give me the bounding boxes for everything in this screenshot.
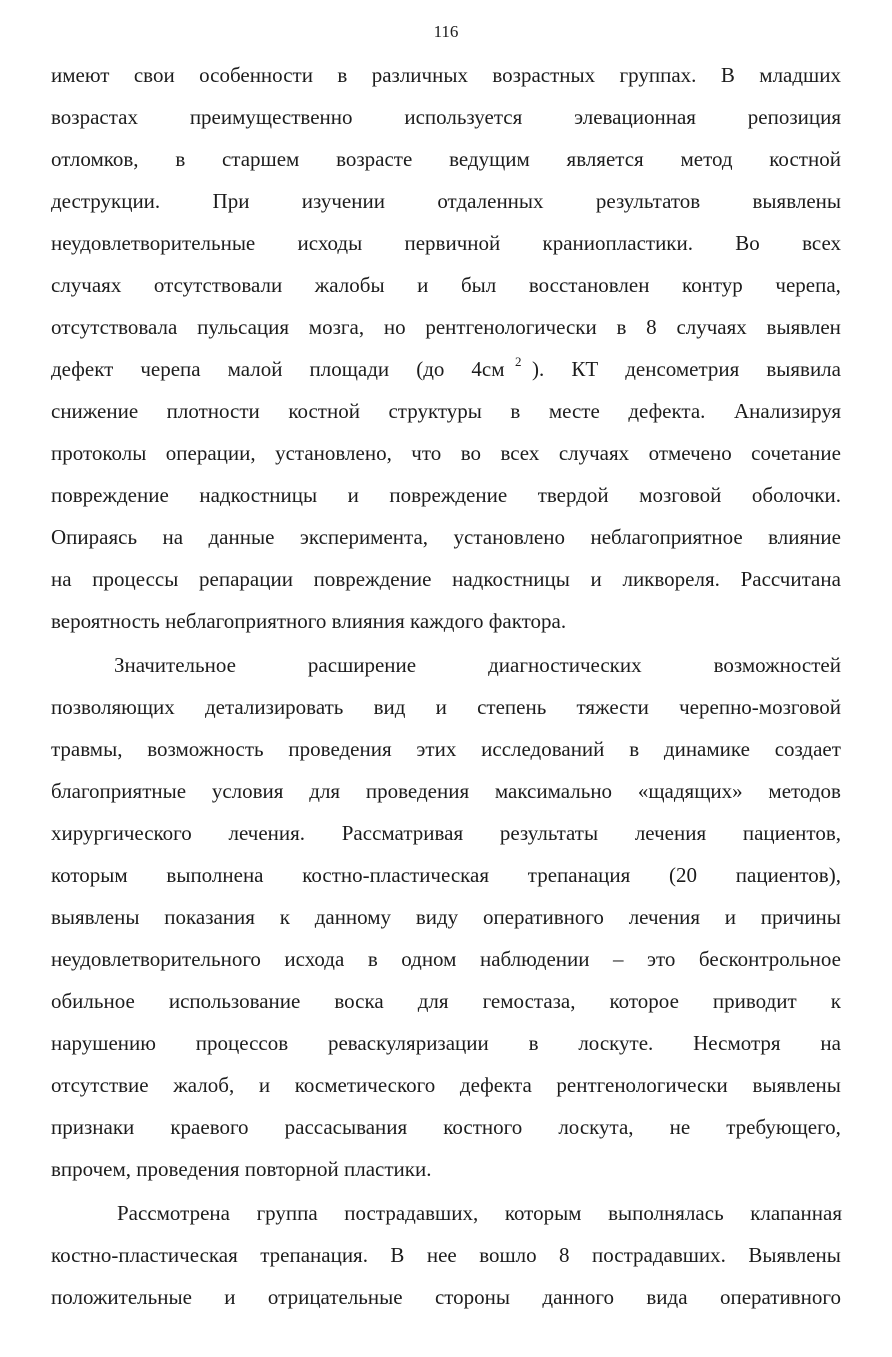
word: и bbox=[347, 483, 359, 507]
area-unit-text: 4см bbox=[471, 357, 505, 381]
word: хирургического bbox=[51, 821, 192, 845]
word: выполнена bbox=[166, 863, 264, 887]
word: лечения. bbox=[228, 821, 306, 845]
word: вид bbox=[373, 695, 406, 719]
text-line bbox=[51, 1070, 841, 1100]
word: приводит bbox=[712, 989, 797, 1013]
word: это bbox=[647, 947, 676, 971]
word: мозговой bbox=[639, 483, 722, 507]
word: дефекта. bbox=[628, 399, 706, 423]
text-line bbox=[51, 564, 841, 594]
word: благоприятные bbox=[51, 779, 187, 803]
word: Во bbox=[735, 231, 760, 255]
text-line bbox=[51, 1240, 841, 1270]
word: костного bbox=[443, 1115, 523, 1139]
word: выявлены bbox=[752, 189, 841, 213]
word: показания bbox=[164, 905, 255, 929]
word: деструкции. bbox=[51, 189, 161, 213]
word: костной bbox=[288, 399, 360, 423]
word: черепа, bbox=[775, 273, 841, 297]
word: данного bbox=[542, 1285, 614, 1309]
word: неудовлетворительные bbox=[51, 231, 256, 255]
word: костно-пластическая bbox=[302, 863, 490, 887]
word: и bbox=[590, 567, 602, 591]
word: рентгенологически bbox=[425, 315, 597, 339]
word: используется bbox=[404, 105, 523, 129]
word: причины bbox=[760, 905, 841, 929]
closing-paren: ). bbox=[532, 357, 545, 381]
word: группах. bbox=[619, 63, 697, 87]
word: возможность bbox=[147, 737, 264, 761]
word: максимально bbox=[494, 779, 613, 803]
word: отдаленных bbox=[437, 189, 544, 213]
word: площади bbox=[309, 357, 390, 381]
word: черепно-мозговой bbox=[679, 695, 841, 719]
word: рентгенологически bbox=[556, 1073, 728, 1097]
word: положительные bbox=[51, 1285, 192, 1309]
word: признаки bbox=[51, 1115, 135, 1139]
word: – bbox=[613, 947, 624, 971]
word: элевационная bbox=[574, 105, 696, 129]
word: оперативного bbox=[719, 1285, 841, 1309]
word: Опираясь bbox=[51, 525, 138, 549]
word: наблюдении bbox=[479, 947, 590, 971]
word: (до bbox=[416, 357, 445, 381]
word: репозиция bbox=[747, 105, 841, 129]
text-line-indent bbox=[114, 650, 841, 680]
text-line bbox=[51, 312, 841, 342]
word: эксперимента, bbox=[299, 525, 429, 549]
word: проведения bbox=[365, 779, 470, 803]
text-line bbox=[51, 270, 841, 300]
word: протоколы bbox=[51, 441, 147, 465]
word: в bbox=[510, 399, 521, 423]
area-unit bbox=[471, 354, 544, 387]
page-number: 116 bbox=[433, 22, 459, 41]
word: обильное bbox=[51, 989, 135, 1013]
word: методов bbox=[768, 779, 841, 803]
word: лечения bbox=[628, 905, 700, 929]
word: на bbox=[51, 567, 72, 591]
word: надкостницы bbox=[199, 483, 318, 507]
word: мозга, bbox=[308, 315, 365, 339]
word: установлено bbox=[453, 525, 565, 549]
word: проведения bbox=[288, 737, 392, 761]
word: преимущественно bbox=[189, 105, 353, 129]
word: создает bbox=[774, 737, 841, 761]
word: вида bbox=[646, 1285, 688, 1309]
word: Рассмотрена bbox=[117, 1201, 230, 1225]
text-line bbox=[51, 1028, 841, 1058]
word: лоскута, bbox=[558, 1115, 634, 1139]
word: повреждение bbox=[389, 483, 508, 507]
word: влияние bbox=[768, 525, 841, 549]
text-line bbox=[51, 144, 841, 174]
word: денсометрия bbox=[625, 357, 740, 381]
word: старшем bbox=[221, 147, 300, 171]
word: бесконтрольное bbox=[698, 947, 841, 971]
word: оперативного bbox=[482, 905, 604, 929]
word: пациентов), bbox=[735, 863, 841, 887]
word: является bbox=[566, 147, 644, 171]
word: случаях bbox=[51, 273, 122, 297]
word: данные bbox=[208, 525, 275, 549]
word: возрастах bbox=[51, 105, 138, 129]
word: в bbox=[528, 1031, 539, 1055]
text-line bbox=[51, 1282, 841, 1312]
word: черепа bbox=[140, 357, 201, 381]
text-line bbox=[51, 186, 841, 216]
word: неудовлетворительного bbox=[51, 947, 261, 971]
word: травмы, bbox=[51, 737, 123, 761]
word: «щадящих» bbox=[637, 779, 743, 803]
word: отсутствовали bbox=[153, 273, 283, 297]
word: выявлены bbox=[51, 905, 140, 929]
word: снижение bbox=[51, 399, 139, 423]
word: в bbox=[616, 315, 627, 339]
word: рассасывания bbox=[284, 1115, 408, 1139]
word: результаты bbox=[499, 821, 599, 845]
word: всех bbox=[500, 441, 540, 465]
word: и bbox=[258, 1073, 271, 1097]
word: одном bbox=[401, 947, 457, 971]
word: лечения bbox=[634, 821, 707, 845]
word: малой bbox=[227, 357, 283, 381]
word: метод bbox=[680, 147, 733, 171]
word: выполнялась bbox=[608, 1201, 724, 1225]
word: исследований bbox=[481, 737, 605, 761]
word: Рассчитана bbox=[740, 567, 841, 591]
word: детализировать bbox=[204, 695, 344, 719]
word: пострадавших, bbox=[344, 1201, 479, 1225]
word: отломков, bbox=[51, 147, 139, 171]
text-line-last: впрочем, проведения повторной пластики. bbox=[51, 1157, 432, 1181]
word: сочетание bbox=[751, 441, 841, 465]
word: дефект bbox=[51, 357, 114, 381]
word: во bbox=[460, 441, 481, 465]
word: (20 bbox=[669, 863, 698, 887]
word: операции, bbox=[165, 441, 256, 465]
word: возрастных bbox=[492, 63, 596, 87]
word: воска bbox=[334, 989, 384, 1013]
word: структуры bbox=[388, 399, 482, 423]
word: надкостницы bbox=[452, 567, 570, 591]
superscript-2: 2 bbox=[515, 354, 522, 369]
word: ликвореля. bbox=[622, 567, 720, 591]
word: результатов bbox=[595, 189, 701, 213]
word: лоскуте. bbox=[578, 1031, 654, 1055]
word: ведущим bbox=[449, 147, 530, 171]
word: нее bbox=[426, 1243, 457, 1267]
word: повреждение bbox=[313, 567, 432, 591]
word: процессов bbox=[195, 1031, 289, 1055]
text-line bbox=[51, 396, 841, 426]
word: вошло bbox=[479, 1243, 537, 1267]
word: которое bbox=[609, 989, 679, 1013]
word: в bbox=[175, 147, 186, 171]
word: отсутствие bbox=[51, 1073, 149, 1097]
word: и bbox=[724, 905, 737, 929]
word: восстановлен bbox=[528, 273, 650, 297]
text-line bbox=[51, 60, 841, 90]
word: трепанация bbox=[527, 863, 631, 887]
word: выявлен bbox=[766, 315, 841, 339]
word: на bbox=[162, 525, 184, 549]
word: динамике bbox=[663, 737, 750, 761]
word: диагностических bbox=[488, 653, 642, 677]
text-line bbox=[51, 902, 841, 932]
word: для bbox=[417, 989, 449, 1013]
word: различных bbox=[371, 63, 468, 87]
word: жалоб, bbox=[173, 1073, 235, 1097]
word: расширение bbox=[307, 653, 417, 677]
word: трепанация. bbox=[260, 1243, 368, 1267]
text-line-last: вероятность неблагоприятного влияния каждого фактора. bbox=[51, 609, 567, 633]
word: случаях bbox=[558, 441, 630, 465]
word: в bbox=[367, 947, 378, 971]
word: репарации bbox=[199, 567, 293, 591]
text-line bbox=[51, 438, 841, 468]
word: и bbox=[435, 695, 447, 719]
word: нарушению bbox=[51, 1031, 156, 1055]
word: отсутствовала bbox=[51, 315, 178, 339]
word: младших bbox=[759, 63, 841, 87]
word: на bbox=[820, 1031, 841, 1055]
word: выявлены bbox=[752, 1073, 841, 1097]
word: данному bbox=[314, 905, 392, 929]
word: Несмотря bbox=[693, 1031, 781, 1055]
word: краевого bbox=[170, 1115, 249, 1139]
word: позволяющих bbox=[51, 695, 175, 719]
word: исхода bbox=[284, 947, 345, 971]
word: 8 bbox=[646, 315, 657, 339]
word: жалобы bbox=[314, 273, 385, 297]
word: которым bbox=[504, 1201, 582, 1225]
text-line bbox=[51, 734, 841, 764]
word: что bbox=[411, 441, 442, 465]
text-line bbox=[51, 228, 841, 258]
word: твердой bbox=[537, 483, 609, 507]
word: неблагоприятное bbox=[590, 525, 743, 549]
word: исходы bbox=[297, 231, 363, 255]
word: и bbox=[417, 273, 429, 297]
word: контур bbox=[682, 273, 743, 297]
word: отмечено bbox=[648, 441, 732, 465]
word: КТ bbox=[571, 357, 599, 381]
text-line bbox=[51, 818, 841, 848]
text-line-indent bbox=[117, 1198, 842, 1228]
word: процессы bbox=[92, 567, 179, 591]
word: к bbox=[830, 989, 841, 1013]
text-line bbox=[51, 860, 841, 890]
word: свои bbox=[133, 63, 175, 87]
word: гемостаза, bbox=[482, 989, 576, 1013]
word: Рассматривая bbox=[341, 821, 464, 845]
word: Анализируя bbox=[733, 399, 841, 423]
word: пульсация bbox=[197, 315, 290, 339]
word: возрасте bbox=[336, 147, 413, 171]
word: был bbox=[460, 273, 497, 297]
word: Значительное bbox=[114, 653, 236, 677]
word: выявила bbox=[766, 357, 841, 381]
word: всех bbox=[802, 231, 841, 255]
word: степень bbox=[477, 695, 547, 719]
word: плотности bbox=[166, 399, 260, 423]
text-line bbox=[51, 102, 841, 132]
word: которым bbox=[51, 863, 128, 887]
word: в bbox=[629, 737, 640, 761]
word: краниопластики. bbox=[542, 231, 693, 255]
word: стороны bbox=[434, 1285, 511, 1309]
word: возможностей bbox=[713, 653, 841, 677]
word: клапанная bbox=[750, 1201, 842, 1225]
word: этих bbox=[416, 737, 457, 761]
word: месте bbox=[548, 399, 600, 423]
word: первичной bbox=[404, 231, 501, 255]
word: косметического bbox=[294, 1073, 436, 1097]
word: требующего, bbox=[726, 1115, 841, 1139]
word: использование bbox=[168, 989, 301, 1013]
word: не bbox=[669, 1115, 691, 1139]
word: и bbox=[224, 1285, 236, 1309]
word: пациентов, bbox=[742, 821, 841, 845]
word: пострадавших. bbox=[591, 1243, 726, 1267]
text-line bbox=[51, 986, 841, 1016]
text-line bbox=[51, 944, 841, 974]
word: костной bbox=[769, 147, 841, 171]
word: оболочки. bbox=[751, 483, 841, 507]
word: реваскуляризации bbox=[327, 1031, 489, 1055]
word: установлено, bbox=[275, 441, 392, 465]
word: имеют bbox=[51, 63, 110, 87]
word: Выявлены bbox=[748, 1243, 841, 1267]
text-line bbox=[51, 522, 841, 552]
word: для bbox=[309, 779, 341, 803]
word: изучении bbox=[301, 189, 385, 213]
word: отрицательные bbox=[267, 1285, 403, 1309]
word: При bbox=[212, 189, 250, 213]
word: дефекта bbox=[459, 1073, 532, 1097]
word: случаях bbox=[676, 315, 747, 339]
text-line bbox=[51, 1112, 841, 1142]
word: особенности bbox=[199, 63, 313, 87]
text-line bbox=[51, 692, 841, 722]
word: повреждение bbox=[51, 483, 169, 507]
word: в bbox=[337, 63, 348, 87]
word: тяжести bbox=[576, 695, 649, 719]
word: 8 bbox=[559, 1243, 570, 1267]
word: В bbox=[720, 63, 735, 87]
word: условия bbox=[211, 779, 284, 803]
word: к bbox=[279, 905, 290, 929]
text-line bbox=[51, 776, 841, 806]
word: группа bbox=[256, 1201, 318, 1225]
word: костно-пластическая bbox=[51, 1243, 238, 1267]
word: виду bbox=[415, 905, 459, 929]
word: но bbox=[383, 315, 406, 339]
word: В bbox=[390, 1243, 405, 1267]
text-line bbox=[51, 480, 841, 510]
text-line-with-superscript bbox=[51, 354, 841, 387]
